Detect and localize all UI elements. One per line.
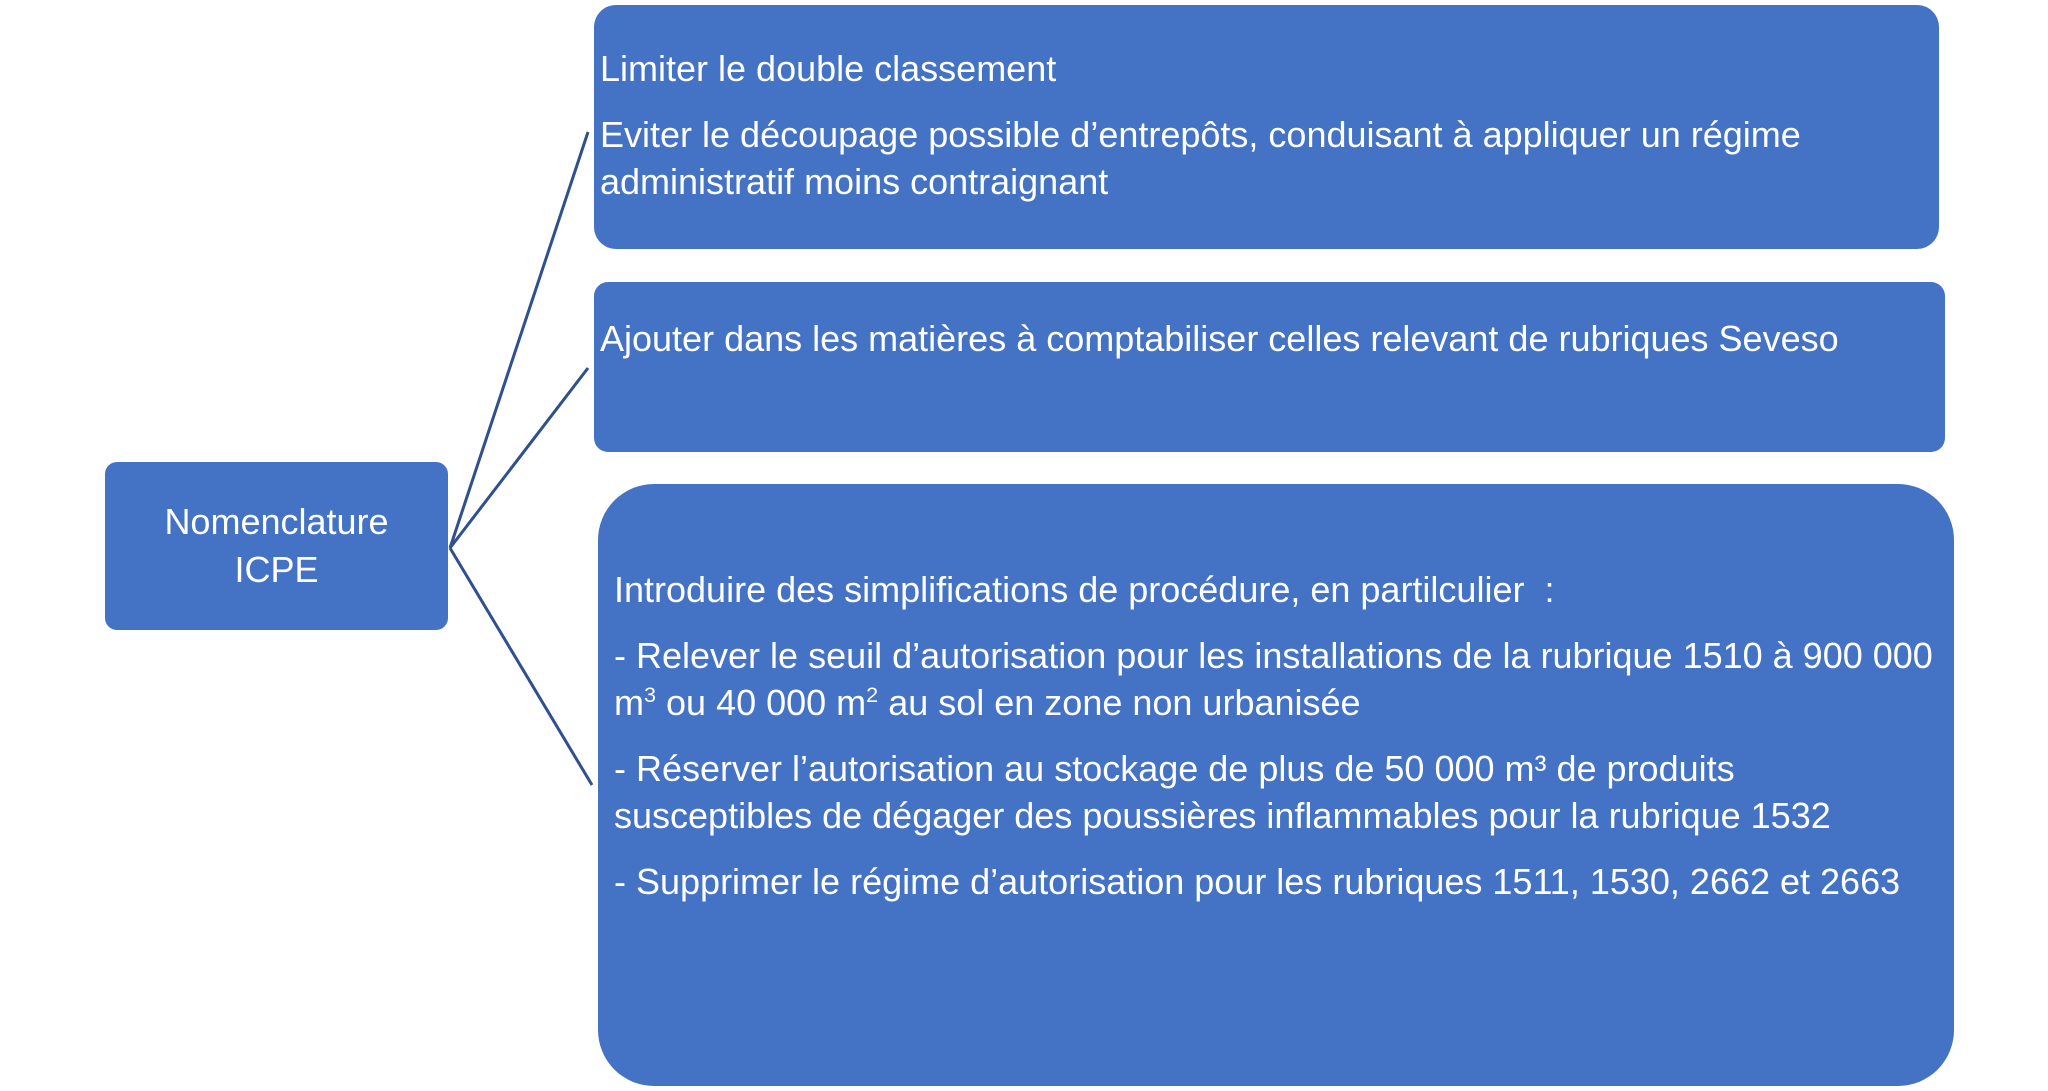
branch1-item-2: Eviter le découpage possible d’entrepôts, conduisant à appliquer un régime administratif moins contraignant — [600, 114, 1811, 202]
connector-to-branch2 — [450, 368, 588, 548]
branch3-item-1 — [614, 632, 1943, 726]
branch3-item1-sup1: 3 — [644, 682, 657, 707]
branch2-text: Ajouter dans les matières à comptabiliser celles relevant de rubriques Seveso — [600, 318, 1839, 359]
branch3-item1-part1: - Relever le seuil d’autorisation pour les installations de la rubrique 1510 à 900 000 m — [614, 635, 1943, 723]
branch-node-1 — [594, 5, 1939, 249]
root-label-line1: Nomenclature — [164, 501, 389, 542]
branch3-item1-part3: au sol en zone non urbanisée — [878, 682, 1361, 723]
branch-node-3 — [598, 484, 1954, 1086]
branch3-item-3: - Supprimer le régime d’autorisation pour les rubriques 1511, 1530, 2662 et 2663 — [614, 861, 1901, 902]
branch-node-2 — [594, 282, 1945, 452]
branch3-item-2: - Réserver l’autorisation au stockage de plus de 50 000 m³ de produits susceptibles de dégager des poussières inflammables pour la rubrique 1532 — [614, 748, 1831, 836]
connector-to-branch1 — [450, 132, 588, 548]
branch3-intro: Introduire des simplifications de procédure, en partilculier : — [614, 569, 1555, 610]
connector-to-branch3 — [450, 548, 592, 785]
branch1-item-1: Limiter le double classement — [600, 48, 1057, 89]
root-label-line2: ICPE — [234, 549, 319, 590]
root-node — [105, 462, 448, 630]
branch3-item1-part2: ou 40 000 m — [656, 682, 867, 723]
branch3-item1-sup2: 2 — [866, 682, 879, 707]
